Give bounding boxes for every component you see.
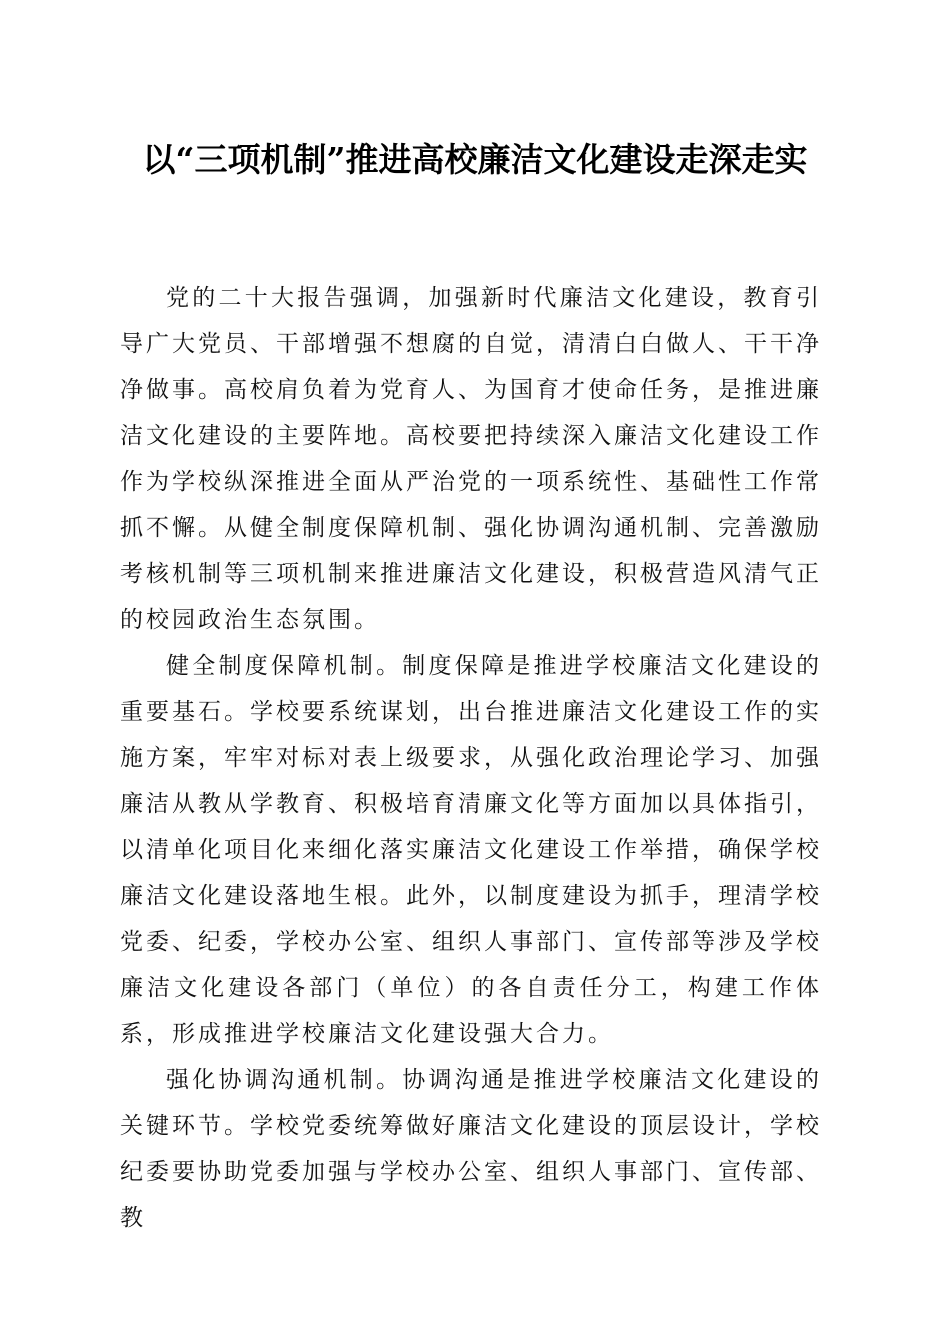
document-body <box>120 275 822 1241</box>
paragraph-coordination: 强化协调沟通机制。协调沟通是推进学校廉洁文化建设的关键环节。学校党委统筹做好廉洁文化建设的顶层设计，学校纪委要协助党委加强与学校办公室、组织人事部门、宣传部、教 <box>120 1067 822 1231</box>
paragraph-institutional-guarantee: 健全制度保障机制。制度保障是推进学校廉洁文化建设的重要基石。学校要系统谋划，出台推进廉洁文化建设工作的实施方案，牢牢对标对表上级要求，从强化政治理论学习、加强廉洁从教从学教育、积极培育清廉文化等方面加以具体指引，以清单化项目化来细化落实廉洁文化建设工作举措，确保学校廉洁文化建设落地生根。此外，以制度建设为抓手，理清学校党委、纪委，学校办公室、组织人事部门、宣传部等涉及学校廉洁文化建设各部门（单位）的各自责任分工，构建工作体系，形成推进学校廉洁文化建设强大合力。 <box>120 653 822 1047</box>
paragraph-intro: 党的二十大报告强调，加强新时代廉洁文化建设，教育引导广大党员、干部增强不想腐的自觉，清清白白做人、干干净净做事。高校肩负着为党育人、为国育才使命任务，是推进廉洁文化建设的主要阵地。高校要把持续深入廉洁文化建设工作作为学校纵深推进全面从严治党的一项系统性、基础性工作常抓不懈。从健全制度保障机制、强化协调沟通机制、完善激励考核机制等三项机制来推进廉洁文化建设，积极营造风清气正的校园政治生态氛围。 <box>120 285 822 633</box>
document-title: 以“三项机制”推进高校廉洁文化建设走深走实 <box>142 140 808 179</box>
